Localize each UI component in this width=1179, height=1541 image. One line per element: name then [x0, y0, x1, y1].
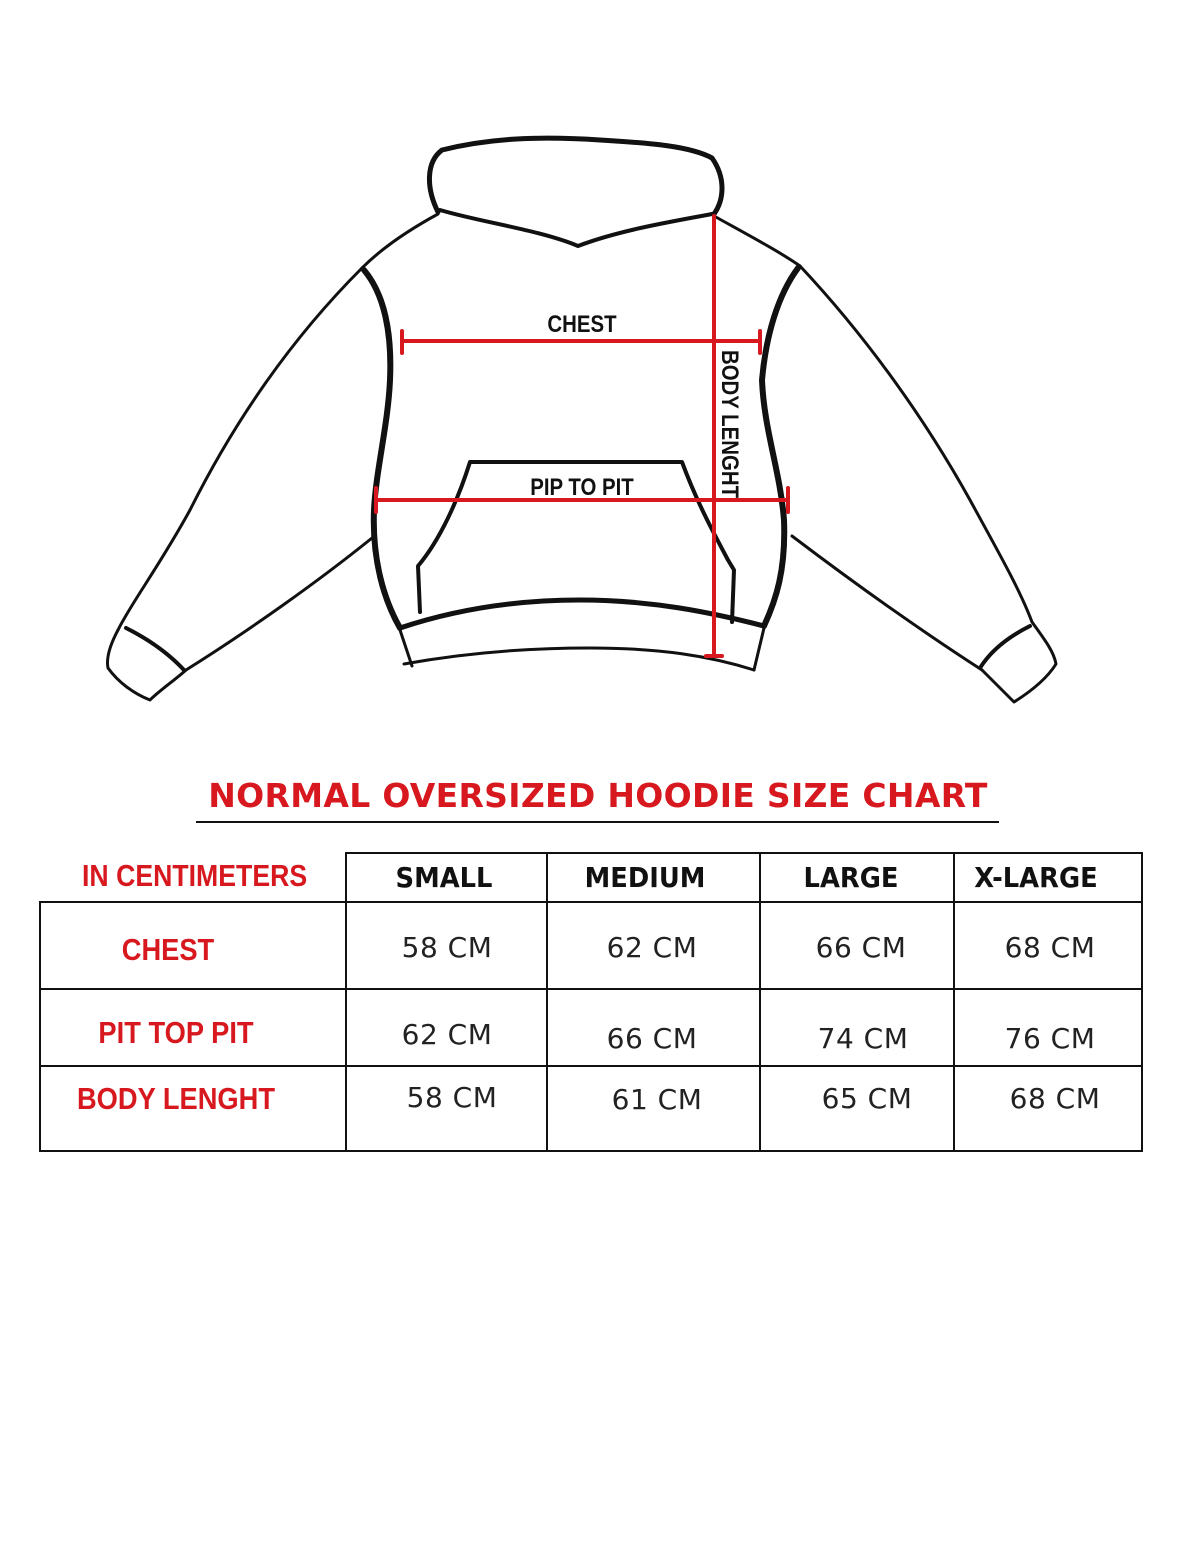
chest-label: CHEST: [547, 310, 617, 338]
cell-length-x-large: 68 CM: [1009, 1082, 1101, 1115]
column-header-small: SMALL: [395, 861, 493, 894]
cell-chest-small: 58 CM: [401, 931, 493, 964]
row-label-pit-top-pit: PIT TOP PIT: [98, 1015, 254, 1050]
row-label-chest: CHEST: [121, 932, 215, 967]
cell-length-small: 58 CM: [406, 1081, 498, 1114]
body-length-label: BODY LENGHT: [716, 349, 744, 499]
pit-to-pit-label: PIP TO PIT: [530, 473, 634, 501]
size-chart-title: NORMAL OVERSIZED HOODIE SIZE CHART: [208, 776, 988, 815]
cell-chest-x-large: 68 CM: [1004, 931, 1096, 964]
cell-chest-large: 66 CM: [815, 931, 907, 964]
cell-length-large: 65 CM: [821, 1082, 913, 1115]
column-header-medium: MEDIUM: [584, 861, 706, 894]
cell-pit-small: 62 CM: [401, 1018, 493, 1051]
row-label-body-length: BODY LENGHT: [76, 1081, 276, 1116]
cell-chest-medium: 62 CM: [606, 931, 698, 964]
cell-pit-large: 74 CM: [817, 1022, 909, 1055]
units-label: IN CENTIMETERS: [82, 858, 308, 893]
cell-length-medium: 61 CM: [611, 1083, 703, 1116]
column-header-x-large: X-LARGE: [974, 861, 1098, 894]
column-header-large: LARGE: [803, 861, 899, 894]
cell-pit-medium: 66 CM: [606, 1022, 698, 1055]
cell-pit-x-large: 76 CM: [1004, 1022, 1096, 1055]
